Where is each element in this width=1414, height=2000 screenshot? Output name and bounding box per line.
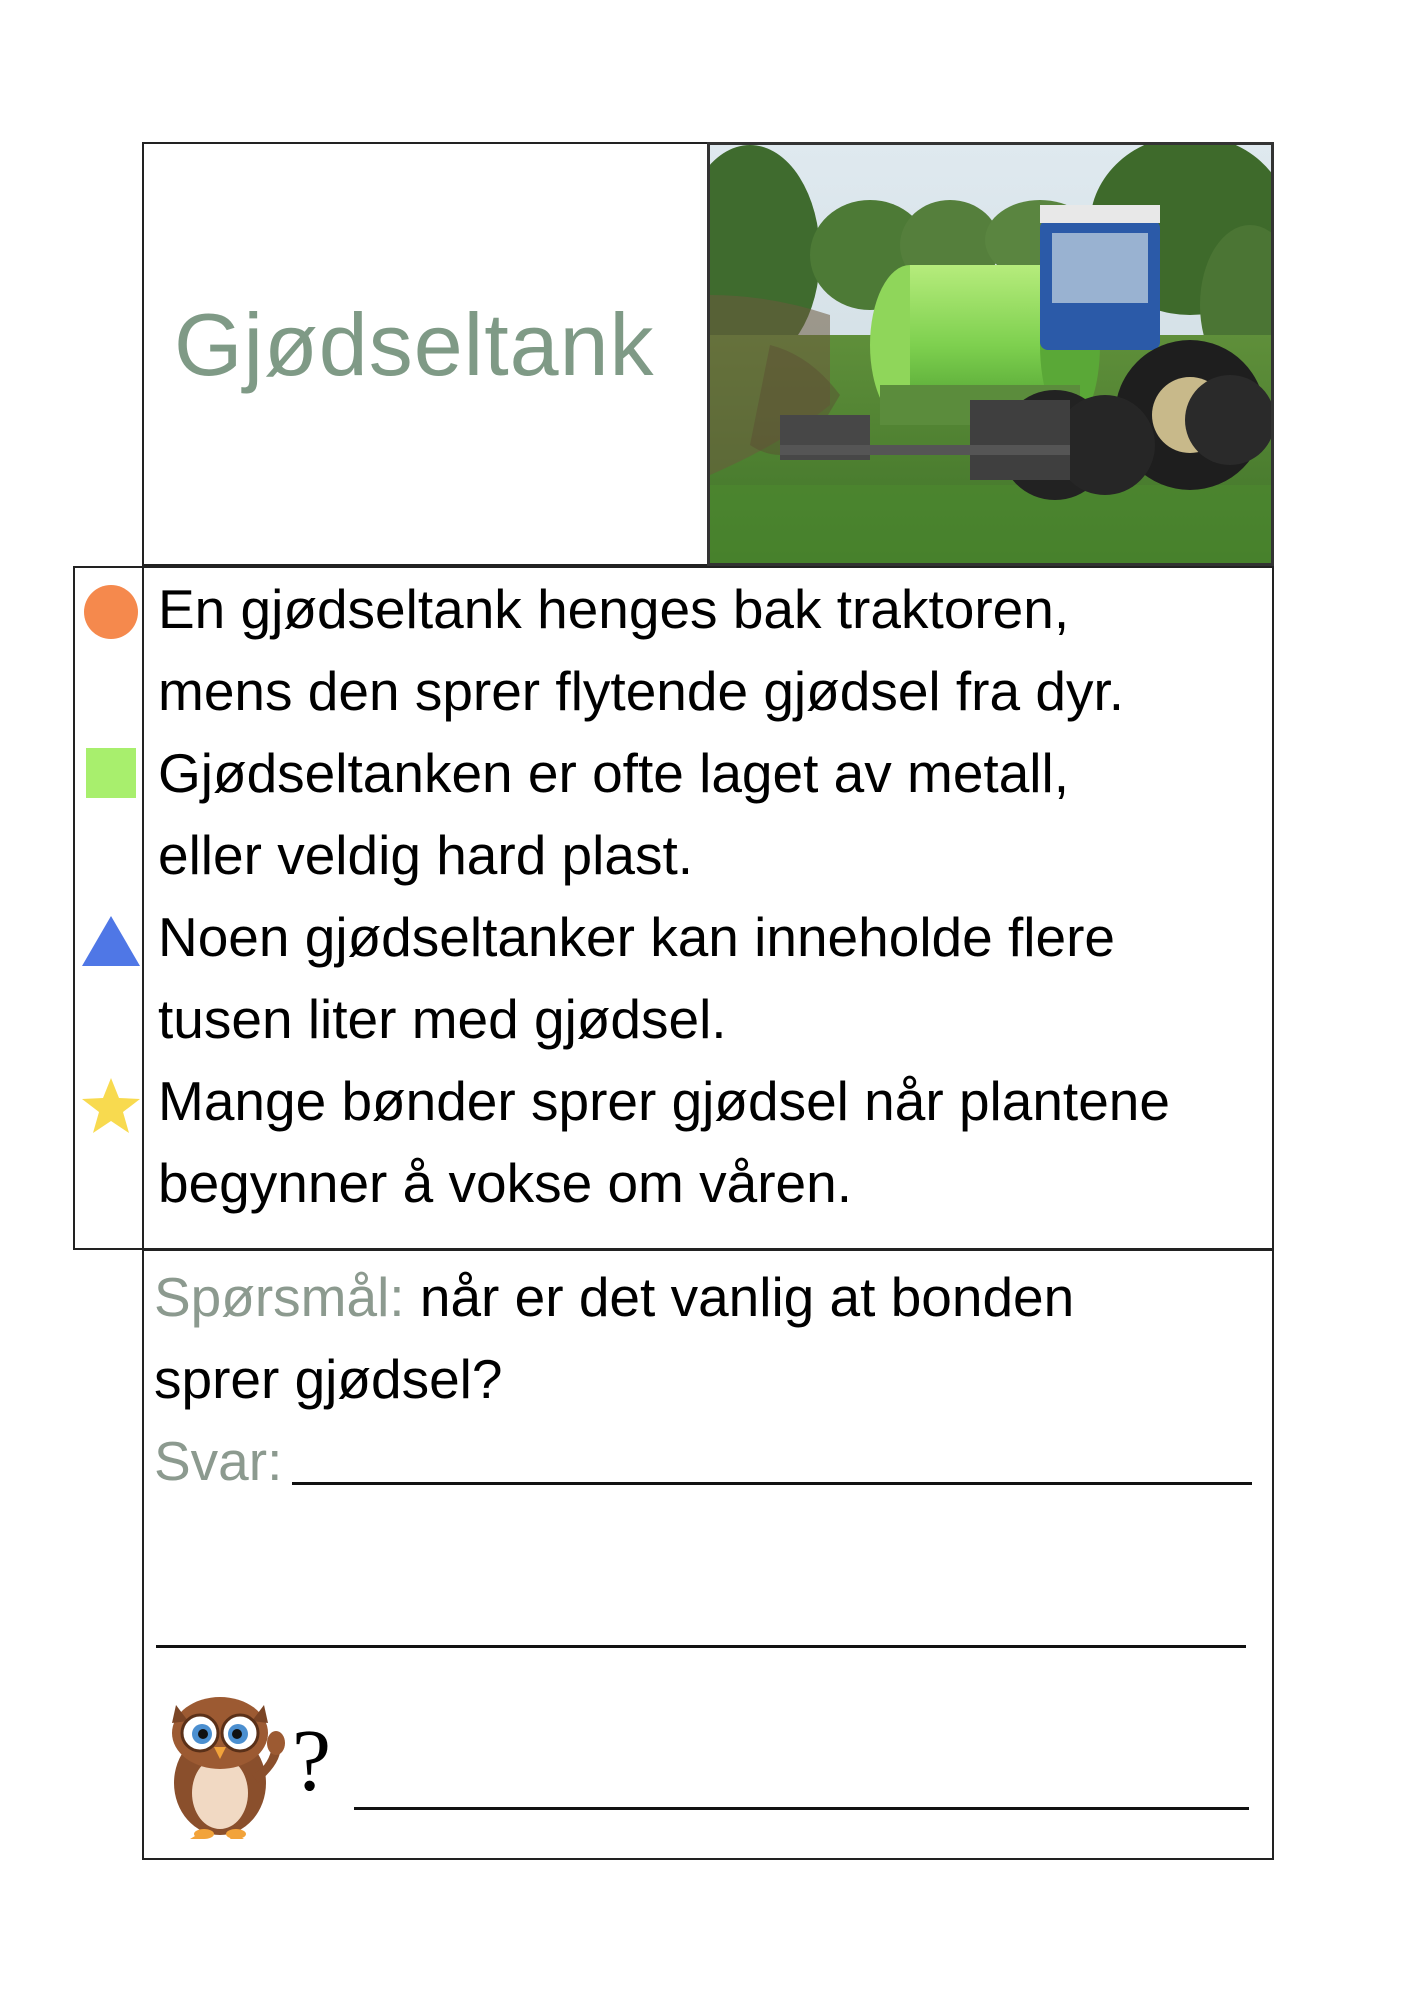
fact-line: Noen gjødseltanker kan inneholde flere — [158, 906, 1115, 968]
orange-circle-icon — [75, 584, 146, 640]
question-label: Spørsmål: — [154, 1266, 405, 1328]
question-mark: ? — [292, 1713, 332, 1810]
fact-line: tusen liter med gjødsel. — [158, 988, 727, 1050]
question-section — [142, 1248, 1274, 1860]
icon-column — [73, 566, 144, 1250]
question-line-1 — [154, 1265, 1074, 1329]
facts-text — [142, 566, 1274, 1250]
green-square-icon — [75, 748, 146, 798]
answer-line-1[interactable] — [292, 1482, 1252, 1485]
fact-line: begynner å vokse om våren. — [158, 1152, 852, 1214]
title-cell — [142, 142, 709, 566]
fact-line: eller veldig hard plast. — [158, 824, 694, 886]
fact-line: Gjødseltanken er ofte laget av metall, — [158, 742, 1070, 804]
tractor-with-manure-tank-photo — [710, 145, 1271, 563]
question-text-1: når er det vanlig at bonden — [404, 1266, 1075, 1328]
tractor-photo — [707, 142, 1274, 566]
owl-icon — [162, 1691, 292, 1846]
blue-triangle-icon — [75, 916, 146, 966]
answer-label: Svar: — [154, 1430, 283, 1492]
answer-line-3[interactable] — [354, 1807, 1249, 1810]
fact-line: Mange bønder sprer gjødsel når plantene — [158, 1070, 1170, 1132]
answer-line-2[interactable] — [156, 1645, 1246, 1648]
fact-line: En gjødseltank henges bak traktoren, — [158, 578, 1070, 640]
page-title: Gjødseltank — [174, 295, 655, 394]
question-text-2: sprer gjødsel? — [154, 1348, 503, 1410]
yellow-star-icon — [75, 1076, 146, 1136]
fact-line: mens den sprer flytende gjødsel fra dyr. — [158, 660, 1125, 722]
